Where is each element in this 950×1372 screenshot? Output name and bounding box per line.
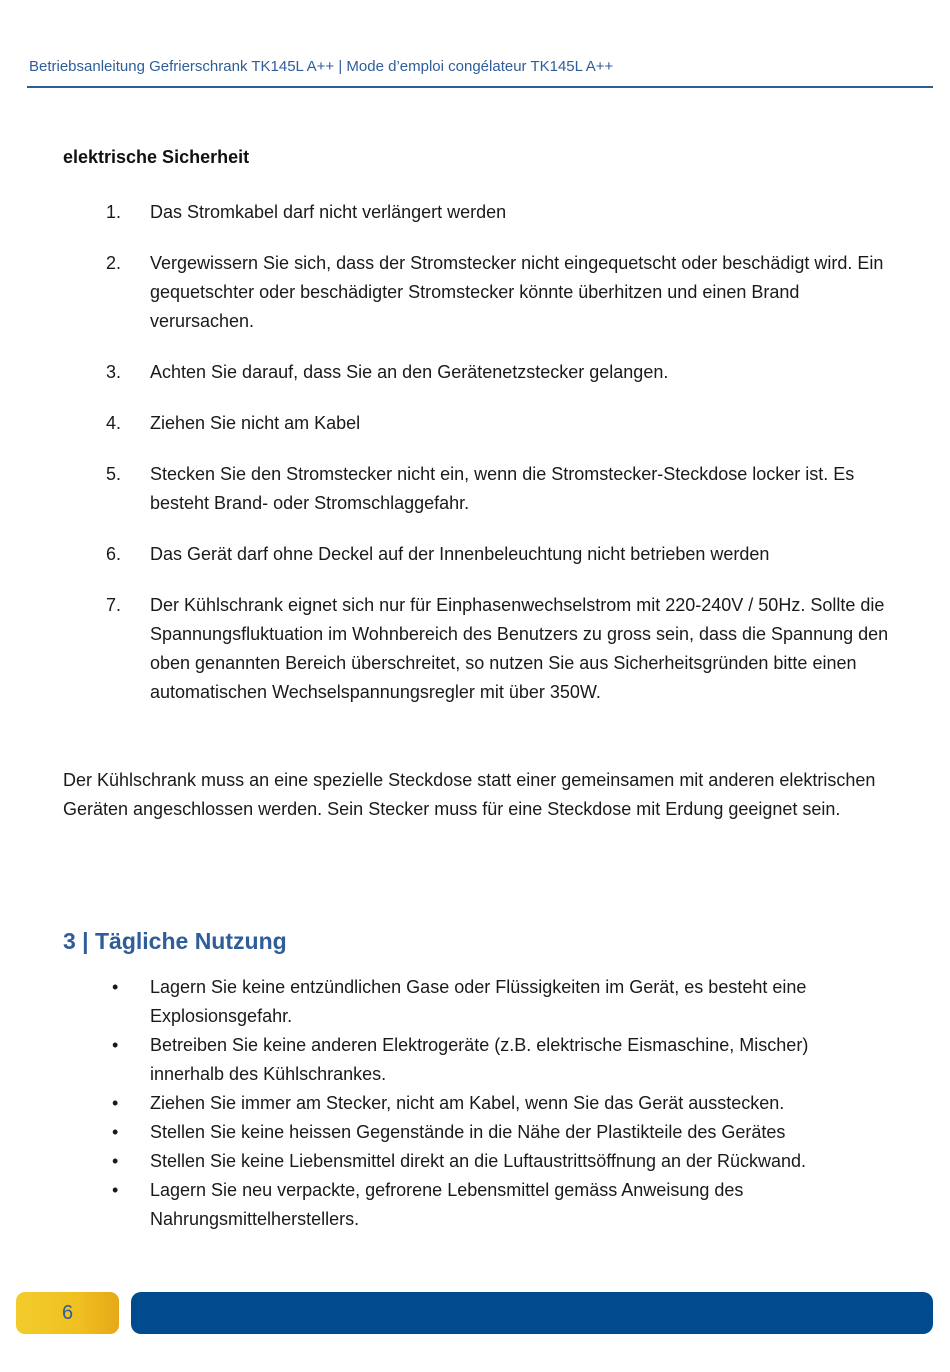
list-item xyxy=(0,1118,950,1147)
list-item xyxy=(0,1176,950,1234)
list-item-text: Der Kühlschrank eignet sich nur für Einphasenwechselstrom mit 220-240V / 50Hz. Sollte die Spannungsfluktuation im Wohnbereich des Benutzers zu gross sein, dass die Spannung den oben genannten Bereich überschreitet, so nutzen Sie aus Sicherheitsgründen bitte einen automatischen Wechselspannungsregler mit über 350W. xyxy=(150,595,889,702)
header-divider xyxy=(27,86,933,88)
list-item-text: Das Stromkabel darf nicht verlängert werden xyxy=(150,202,507,222)
bullet-icon: • xyxy=(112,1122,119,1142)
list-item xyxy=(0,409,950,438)
page-header xyxy=(29,58,613,75)
daily-use-bullet-list xyxy=(0,973,950,1234)
header-title-fr-suffix: congélateur TK145L A++ xyxy=(443,58,614,75)
list-item-text: Ziehen Sie immer am Stecker, nicht am Kabel, wenn Sie das Gerät ausstecken. xyxy=(150,1093,785,1113)
list-item xyxy=(0,460,950,518)
list-item xyxy=(0,1089,950,1118)
header-separator: | xyxy=(334,58,347,75)
list-item xyxy=(0,591,950,707)
bullet-icon: • xyxy=(112,977,119,997)
section-title-daily-use: 3 | Tägliche Nutzung xyxy=(63,928,287,954)
list-item-text: Vergewissern Sie sich, dass der Stromstecker nicht eingequetscht oder beschädigt wird. Ein gequetschter oder beschädigter Stromstecker könnte überhitzen und einen Brand verursachen. xyxy=(150,253,884,331)
bullet-icon: • xyxy=(112,1035,119,1055)
header-title-fr-prefix: Mode d’emploi xyxy=(346,58,444,75)
header-title-de: Betriebsanleitung Gefrierschrank TK145L A++ xyxy=(29,58,335,75)
safety-numbered-list xyxy=(0,198,950,729)
list-item xyxy=(0,540,950,569)
bullet-icon: • xyxy=(112,1151,119,1171)
list-item-number: 2. xyxy=(106,253,122,273)
list-item-text: Achten Sie darauf, dass Sie an den Gerätenetzstecker gelangen. xyxy=(150,362,669,382)
list-item-text: Ziehen Sie nicht am Kabel xyxy=(150,413,361,433)
list-item xyxy=(0,973,950,1031)
page-number: 6 xyxy=(61,1301,74,1324)
list-item-text: Lagern Sie neu verpackte, gefrorene Lebensmittel gemäss Anweisung des Nahrungsmittelherstellers. xyxy=(150,1180,744,1229)
bullet-icon: • xyxy=(112,1093,119,1113)
list-item-text: Stellen Sie keine heissen Gegenstände in die Nähe der Plastikteile des Gerätes xyxy=(150,1122,786,1142)
list-item-number: 1. xyxy=(106,202,122,222)
list-item-text: Stecken Sie den Stromstecker nicht ein, wenn die Stromstecker-Steckdose locker ist. Es besteht Brand- oder Stromschlaggefahr. xyxy=(150,464,855,513)
list-item-number: 3. xyxy=(106,362,122,382)
page-number-badge xyxy=(16,1292,119,1334)
list-item-number: 5. xyxy=(106,464,122,484)
bullet-icon: • xyxy=(112,1180,119,1200)
list-item-text: Betreiben Sie keine anderen Elektrogeräte (z.B. elektrische Eismaschine, Mischer) innerhalb des Kühlschrankes. xyxy=(150,1035,809,1084)
list-item xyxy=(0,249,950,336)
list-item xyxy=(0,198,950,227)
list-item-text: Lagern Sie keine entzündlichen Gase oder Flüssigkeiten im Gerät, es besteht eine Explosionsgefahr. xyxy=(150,977,807,1026)
list-item-number: 4. xyxy=(106,413,122,433)
list-item xyxy=(0,358,950,387)
list-item-text: Stellen Sie keine Liebensmittel direkt an die Luftaustrittsöffnung an der Rückwand. xyxy=(150,1151,807,1171)
list-item-text: Das Gerät darf ohne Deckel auf der Innenbeleuchtung nicht betrieben werden xyxy=(150,544,770,564)
list-item xyxy=(0,1031,950,1089)
list-item-number: 6. xyxy=(106,544,122,564)
footer-bar xyxy=(131,1292,933,1334)
list-item-number: 7. xyxy=(106,595,122,615)
safety-subtitle: elektrische Sicherheit xyxy=(63,147,250,167)
list-item xyxy=(0,1147,950,1176)
safety-paragraph: Der Kühlschrank muss an eine spezielle Steckdose statt einer gemeinsamen mit anderen elektrischen Geräten angeschlossen werden. Sein Stecker muss für eine Steckdose mit Erdung geeignet sein. xyxy=(63,770,876,819)
